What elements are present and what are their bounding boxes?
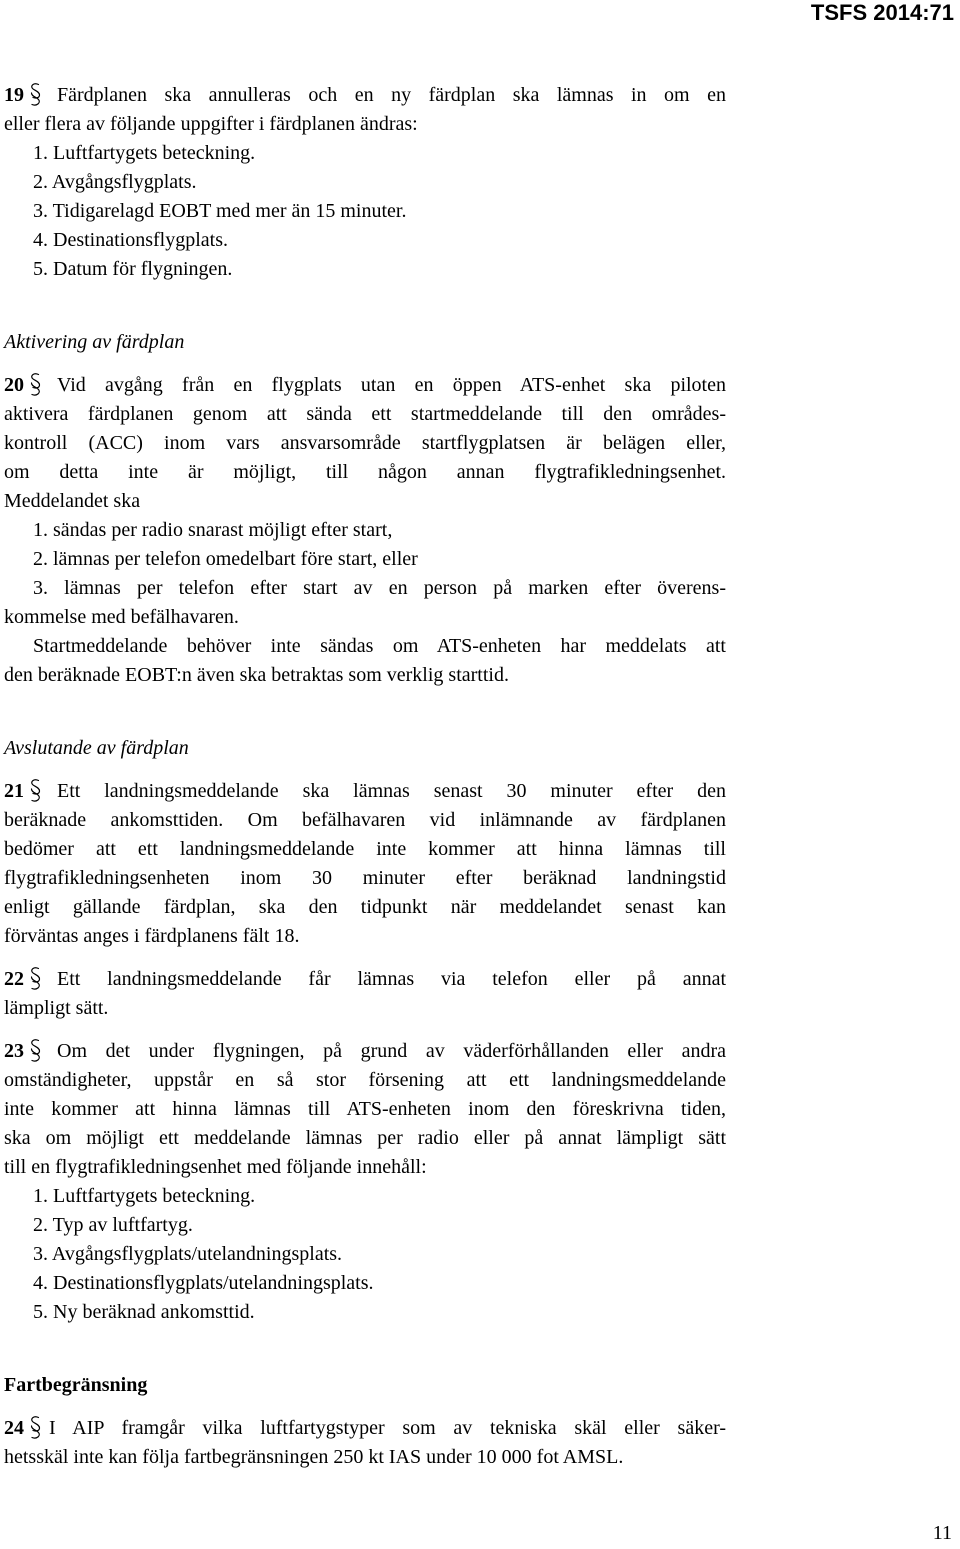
paragraph-sign-icon	[28, 778, 43, 805]
section-24-line1: 24 I AIP framgår vilka luftfartygstyper som av tekniska skäl eller säker-	[4, 1414, 726, 1443]
heading-fartbegransning: Fartbegränsning	[4, 1374, 148, 1396]
paragraph-sign-icon	[28, 1415, 43, 1442]
list-item: 1. Luftfartygets beteckning.	[33, 142, 256, 164]
section-22-line1: 22 Ett landningsmeddelande får lämnas via telefon eller på annat	[4, 965, 726, 994]
section-20-line5: Meddelandet ska	[4, 490, 141, 512]
section-21-line2: beräknade ankomsttiden. Om befälhavaren vid inlämnande av färdplanen	[4, 809, 726, 831]
section-number: 21	[4, 780, 24, 802]
list-item: 2. lämnas per telefon omedelbart före start, eller	[33, 548, 418, 570]
section-21-line3: bedömer att ett landningsmeddelande inte kommer att hinna lämnas till	[4, 838, 726, 860]
paragraph-sign-icon	[28, 1038, 43, 1065]
section-21-line6: förväntas anges i färdplanens fält 18.	[4, 925, 300, 947]
paragraph-sign-icon	[28, 82, 43, 109]
paragraph-sign-icon	[28, 372, 43, 399]
section-24	[4, 1414, 726, 1472]
section-20-note-line1: Startmeddelande behöver inte sändas om ATS-enheten har meddelats att	[33, 635, 726, 657]
list-item: 3. Tidigarelagd EOBT med mer än 15 minuter.	[33, 200, 407, 222]
section-number: 24	[4, 1417, 24, 1439]
section-23-line4: ska om möjligt ett meddelande lämnas per radio eller på annat lämpligt sätt	[4, 1127, 726, 1149]
section-22-line2: lämpligt sätt.	[4, 997, 109, 1019]
section-23-line2: omständigheter, uppstår en så stor försening att ett landningsmeddelande	[4, 1069, 726, 1091]
section-number: 19	[4, 84, 24, 106]
heading-aktivering: Aktivering av färdplan	[4, 331, 185, 353]
section-20-note-line2: den beräknade EOBT:n även ska betraktas som verklig starttid.	[4, 664, 509, 686]
section-23-line1: 23 Om det under flygningen, på grund av väderförhållanden eller andra	[4, 1037, 726, 1066]
section-number: 20	[4, 374, 24, 396]
section-20-line1: 20 Vid avgång från en flygplats utan en öppen ATS-enhet ska piloten	[4, 371, 726, 400]
section-19	[4, 81, 726, 284]
list-item: 4. Destinationsflygplats/utelandningsplats.	[33, 1272, 374, 1294]
section-20-line3: kontroll (ACC) inom vars ansvarsområde startflygplatsen är belägen eller,	[4, 432, 726, 454]
list-item: 2. Avgångsflygplats.	[33, 171, 197, 193]
section-22	[4, 965, 726, 1023]
list-item: 5. Datum för flygningen.	[33, 258, 233, 280]
list-item-continuation: kommelse med befälhavaren.	[4, 606, 239, 628]
list-item: 3. Avgångsflygplats/utelandningsplats.	[33, 1243, 343, 1265]
section-21-line5: enligt gällande färdplan, ska den tidpunkt när meddelandet senast kan	[4, 896, 726, 918]
list-item: 1. sändas per radio snarast möjligt efter start,	[33, 519, 393, 541]
list-item: 2. Typ av luftfartyg.	[33, 1214, 193, 1236]
section-number: 22	[4, 968, 24, 990]
section-23	[4, 1037, 726, 1327]
list-item: 3. lämnas per telefon efter start av en person på marken efter överens-	[33, 577, 726, 599]
page-number: 11	[932, 1522, 952, 1544]
heading-avslutande: Avslutande av färdplan	[4, 737, 189, 759]
section-19-line1: 19 Färdplanen ska annulleras och en ny färdplan ska lämnas in om en	[4, 81, 726, 110]
section-21-line1: 21 Ett landningsmeddelande ska lämnas senast 30 minuter efter den	[4, 777, 726, 806]
document-id: TSFS 2014:71	[810, 0, 954, 25]
section-20	[4, 371, 726, 690]
paragraph-sign-icon	[28, 966, 43, 993]
section-20-line2: aktivera färdplanen genom att sända ett startmeddelande till den områdes-	[4, 403, 726, 425]
list-item: 1. Luftfartygets beteckning.	[33, 1185, 256, 1207]
section-23-line5: till en flygtrafikledningsenhet med följande innehåll:	[4, 1156, 427, 1178]
section-19-line2: eller flera av följande uppgifter i färdplanen ändras:	[4, 113, 418, 135]
list-item: 5. Ny beräknad ankomsttid.	[33, 1301, 255, 1323]
document-body	[4, 81, 726, 1472]
section-number: 23	[4, 1040, 24, 1062]
section-24-line2: hetsskäl inte kan följa fartbegränsningen 250 kt IAS under 10 000 fot AMSL.	[4, 1446, 624, 1468]
list-item: 4. Destinationsflygplats.	[33, 229, 228, 251]
section-20-line4: om detta inte är möjligt, till någon annan flygtrafikledningsenhet.	[4, 461, 726, 483]
section-21-line4: flygtrafikledningsenheten inom 30 minuter efter beräknad landningstid	[4, 867, 726, 889]
section-23-line3: inte kommer att hinna lämnas till ATS-enheten inom den föreskrivna tiden,	[4, 1098, 726, 1120]
section-21	[4, 777, 726, 951]
